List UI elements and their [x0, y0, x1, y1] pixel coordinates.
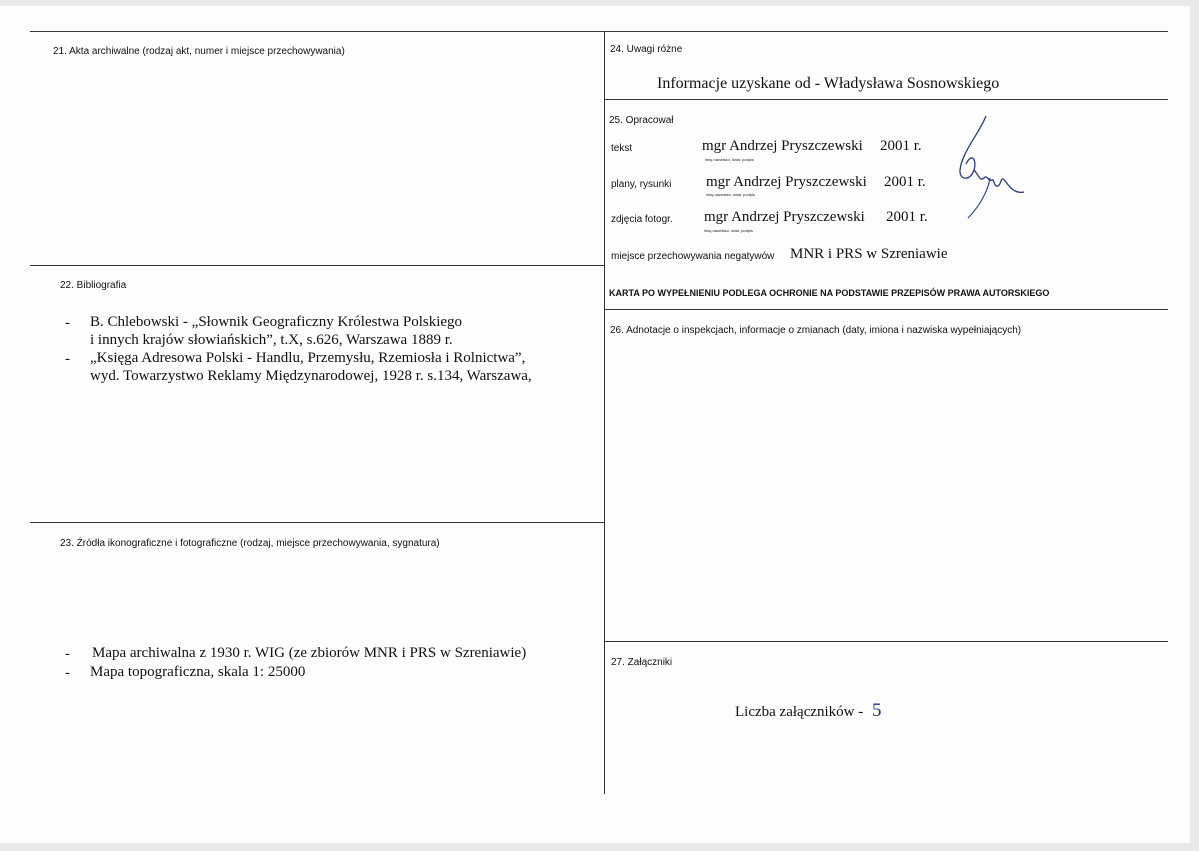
list-bullet: - [65, 665, 70, 681]
field-27-label: 27. Załączniki [611, 657, 673, 668]
negatives-label: miejsce przechowywania negatywów [611, 251, 775, 262]
iconography-item-1: Mapa archiwalna z 1930 r. WIG (ze zbiorów MNR i PRS w Szreniawie) [92, 645, 527, 661]
top-border [30, 31, 1168, 32]
bibliography-item-1-line2: i innych krajów słowiańskich”, t.X, s.626, Warszawa 1889 r. [90, 332, 453, 348]
attachments-count-value: 5 [872, 700, 882, 721]
author-row-text-label: tekst [611, 143, 633, 154]
author-row-photos-value: mgr Andrzej Pryszczewski [704, 209, 865, 225]
list-bullet: - [65, 315, 70, 331]
copyright-note: KARTA PO WYPEŁNIENIU PODLEGA OCHRONIE NA PODSTAWIE PRZEPISÓW PRAWA AUTORSKIEGO [609, 288, 1050, 298]
divider-26-27 [604, 641, 1168, 642]
author-row-plans-hint: imię,nazwisko, data, podpis [706, 192, 755, 197]
divider-21-22 [30, 265, 604, 266]
author-row-photos-label: zdjęcia fotogr. [611, 214, 673, 225]
field-24-value: Informacje uzyskane od - Władysława Sosnowskiego [657, 75, 1000, 92]
bibliography-item-2-line1: „Księga Adresowa Polski - Handlu, Przemysłu, Rzemiosła i Rolnictwa”, [90, 350, 526, 366]
field-26-label: 26. Adnotacje o inspekcjach, informacje o zmianach (daty, imiona i nazwiska wypełniających) [610, 325, 1022, 336]
author-row-text-year: 2001 r. [880, 138, 922, 154]
divider-25-26 [604, 309, 1168, 310]
negatives-value: MNR i PRS w Szreniawie [790, 246, 948, 262]
field-22-label: 22. Bibliografia [60, 280, 127, 291]
field-24-label: 24. Uwagi różne [610, 44, 683, 55]
bibliography-item-1-line1: B. Chlebowski - „Słownik Geograficzny Królestwa Polskiego [90, 314, 463, 330]
author-row-text-hint: imię,nazwisko, data, podpis [705, 157, 754, 162]
iconography-item-2: Mapa topograficzna, skala 1: 25000 [90, 664, 306, 680]
attachments-count-label: Liczba załączników - [735, 704, 864, 720]
divider-24-25 [604, 99, 1168, 100]
bibliography-item-2-line2: wyd. Towarzystwo Reklamy Międzynarodowej, 1928 r. s.134, Warszawa, [90, 368, 532, 384]
list-bullet: - [65, 351, 70, 367]
author-row-photos-year: 2001 r. [886, 209, 928, 225]
field-25-label: 25. Opracował [609, 115, 674, 126]
divider-22-23 [30, 522, 604, 523]
author-row-plans-label: plany, rysunki [611, 179, 672, 190]
scan-right-edge [1190, 0, 1199, 851]
field-21-label: 21. Akta archiwalne (rodzaj akt, numer i miejsce przechowywania) [53, 46, 345, 57]
author-row-photos-hint: imię,nazwisko, data, podpis [704, 228, 753, 233]
author-row-plans-year: 2001 r. [884, 174, 926, 190]
author-row-text-value: mgr Andrzej Pryszczewski [702, 138, 863, 154]
field-23-label: 23. Źródła ikonograficzne i fotograficzne (rodzaj, miejsce przechowywania, sygnatura) [60, 538, 440, 549]
signature [950, 112, 1030, 222]
scan-bottom-edge [0, 843, 1199, 851]
author-row-plans-value: mgr Andrzej Pryszczewski [706, 174, 867, 190]
scan-top-edge [0, 0, 1199, 6]
list-bullet: - [65, 646, 70, 662]
center-divider [604, 31, 605, 794]
